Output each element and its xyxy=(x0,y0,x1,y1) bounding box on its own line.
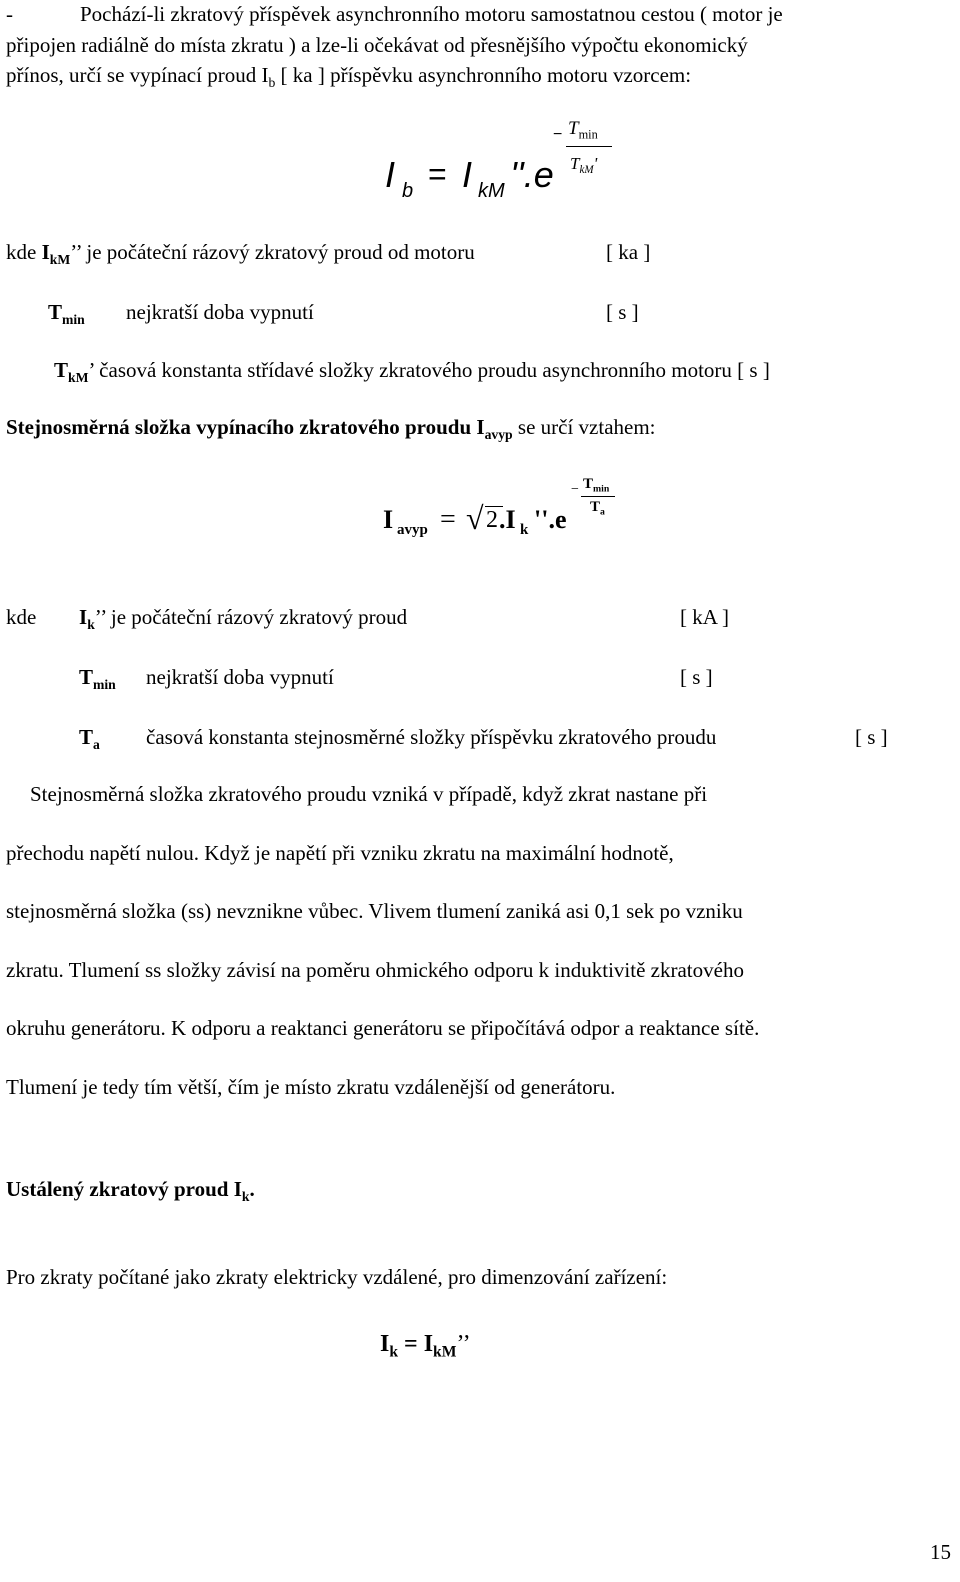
paragraph-line-6: Tlumení je tedy tím větší, čím je místo zkratu vzdálenější od generátoru. xyxy=(6,1075,616,1099)
def2-tmin-unit: [ s ] xyxy=(680,665,713,689)
paragraph-line-4: zkratu. Tlumení ss složky závisí na poměru ohmického odporu k induktivitě zkratového xyxy=(6,958,744,982)
paragraph-line-3: stejnosměrná složka (ss) nevznikne vůbec. Vlivem tlumení zaniká asi 0,1 sek po vzniku xyxy=(6,899,743,923)
paragraph-line-1: Stejnosměrná složka zkratového proudu vzniká v případě, když zkrat nastane při xyxy=(30,782,708,806)
paragraph-line-5: okruhu generátoru. K odporu a reaktanci generátoru se připočítává odpor a reaktance sítě. xyxy=(6,1016,760,1040)
def-ta-unit: [ s ] xyxy=(855,725,888,749)
def-ik-unit: [ kA ] xyxy=(680,605,729,629)
paragraph-line-2: přechodu napětí nulou. Když je napětí při vzniku zkratu na maximální hodnotě, xyxy=(6,841,674,865)
def-ta-symbol: $T_a$ xyxy=(79,725,100,752)
def2-tmin-text: nejkratší doba vypnutí xyxy=(146,665,334,689)
def-tmin-symbol: $T_{min}$ xyxy=(48,300,85,327)
def2-kde: kde xyxy=(6,605,37,629)
def-ikm: kde $I_{kM}$’’ je počáteční rázový zkratový proud od motoru xyxy=(6,240,475,267)
def-ik: $I_k$’’ je počáteční rázový zkratový proud xyxy=(79,605,408,632)
def2-tmin-symbol: $T_{min}$ xyxy=(79,665,116,692)
def-tmin-text: nejkratší doba vypnutí xyxy=(126,300,314,324)
def-tkm: $T_{kM}$’ časová konstanta střídavé složky zkratového proudu asynchronního motoru [ s ] xyxy=(54,358,770,385)
intro-line-3: přínos, určí se vypínací proud $I_b$ [ ka ] příspěvku asynchronního motoru vzorcem: xyxy=(6,63,692,90)
intro-line-1: Pochází-li zkratový příspěvek asynchronního motoru samostatnou cestou ( motor je xyxy=(80,2,783,26)
list-dash: - xyxy=(6,2,13,26)
steady-current-formula: $I_k = I_{kM}$’’ xyxy=(380,1331,471,1361)
page-number: 15 xyxy=(930,1540,951,1564)
def-ikm-unit: [ ka ] xyxy=(606,240,651,264)
def-tmin-unit: [ s ] xyxy=(606,300,639,324)
intro-line-2: připojen radiálně do místa zkratu ) a lze-li očekávat od přesnějšího výpočtu ekonomický xyxy=(6,33,748,57)
steady-current-text: Pro zkraty počítané jako zkraty elektricky vzdálené, pro dimenzování zařízení: xyxy=(6,1265,668,1289)
steady-current-heading: Ustálený zkratový proud $I_k$. xyxy=(6,1177,255,1204)
dc-component-heading: Stejnosměrná složka vypínacího zkratového proudu $I_{avyp}$ se určí vztahem: xyxy=(6,415,656,442)
def-ta-text: časová konstanta stejnosměrné složky příspěvku zkratového proudu xyxy=(146,725,717,749)
